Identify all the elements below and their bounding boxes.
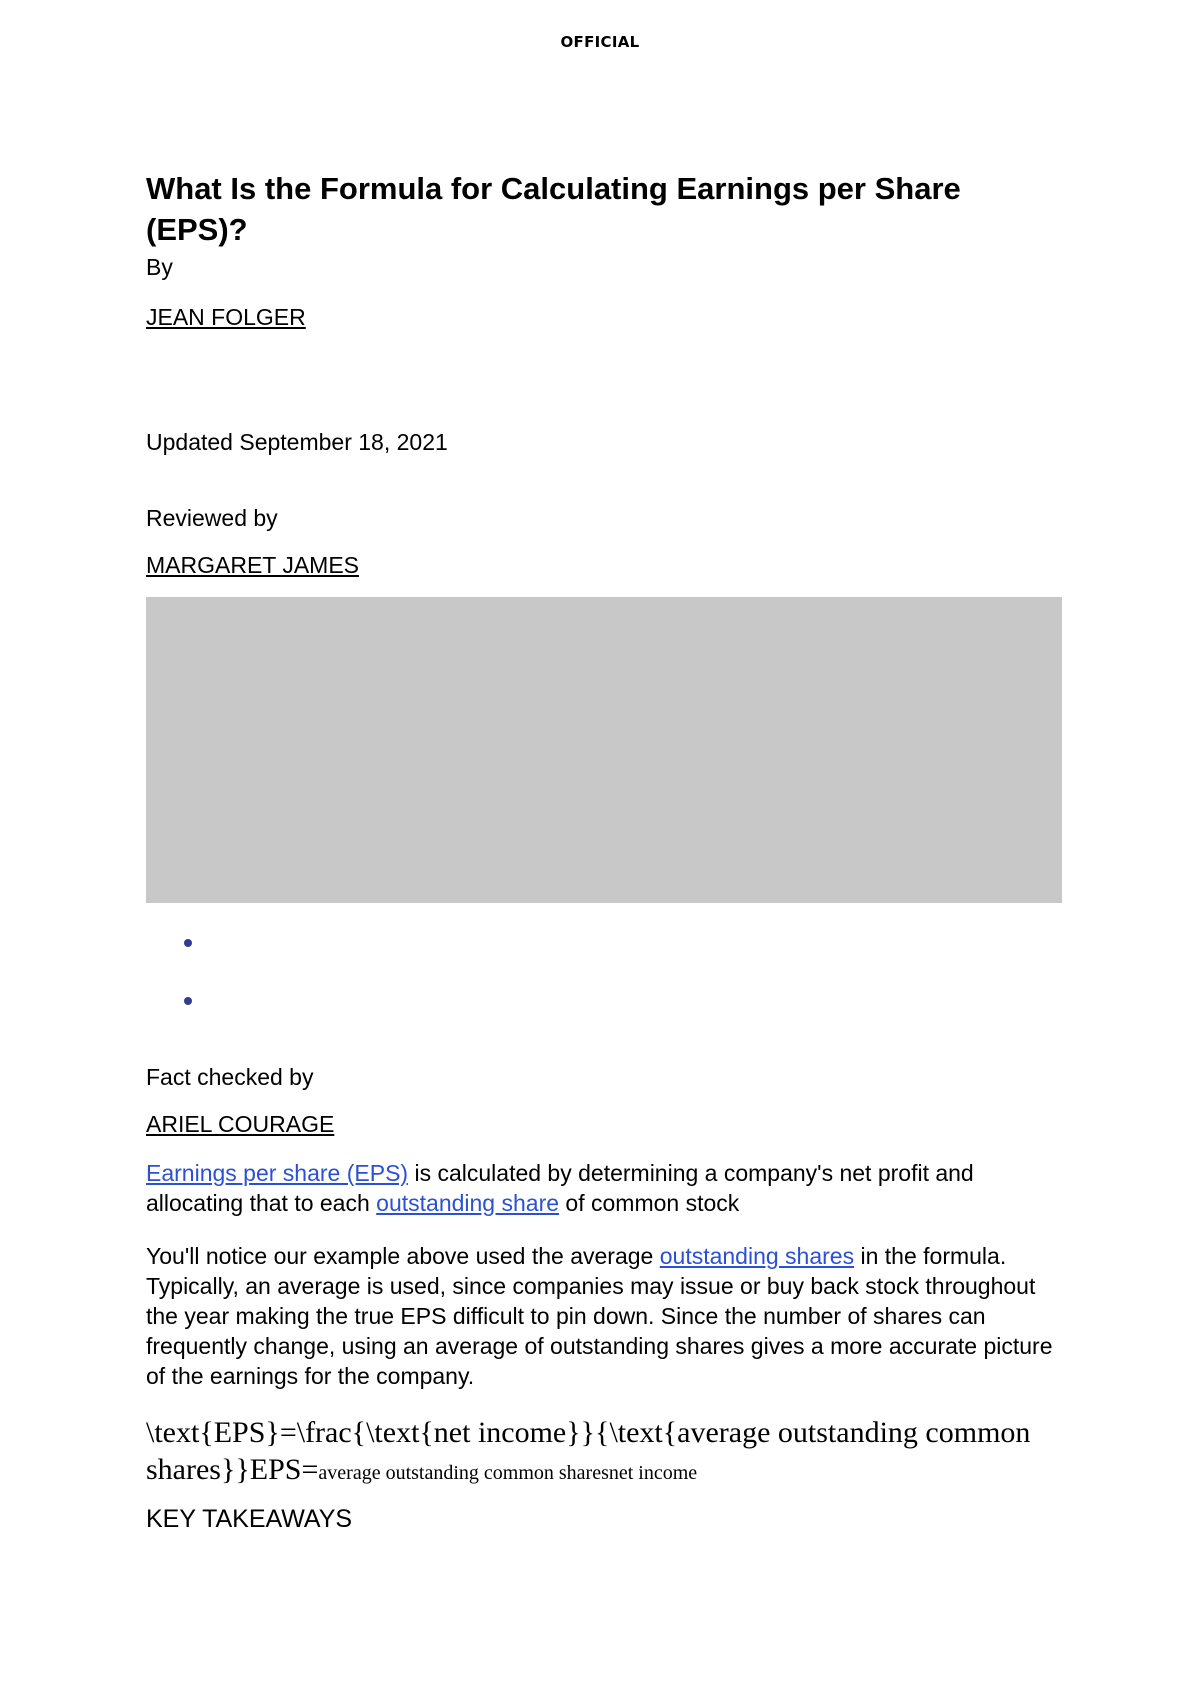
paragraph-text: in the formula. Typically, an average is used, since companies may issue or buy back stock throughout the year making the true EPS difficult to pin down. Since the number of shares can frequently change, using an average of outstanding shares gives a more accurate picture of the earnings for the company. — [146, 1243, 1053, 1389]
bullet-icon — [184, 939, 192, 947]
eps-link[interactable]: Earnings per share (EPS) — [146, 1160, 409, 1186]
paragraph-text: of common stock — [559, 1190, 740, 1216]
article-image — [146, 597, 1062, 903]
list-item — [184, 939, 1062, 997]
outstanding-shares-link[interactable]: outstanding shares — [659, 1243, 855, 1269]
formula-latex: \text{EPS}=\frac{\text{net income}}{\text{average outstanding common shares}} — [146, 1416, 1031, 1486]
bullet-icon — [184, 997, 192, 1005]
classification-label: OFFICIAL — [560, 33, 640, 51]
paragraph-text: is calculated by determining a company's net profit and allocating that to each — [146, 1160, 974, 1216]
reviewer-line — [146, 551, 1062, 579]
paragraph-text: You'll notice our example above used the average — [146, 1243, 660, 1269]
list-item — [184, 997, 1062, 1055]
updated-date: Updated September 18, 2021 — [146, 429, 448, 455]
reviewed-by-label: Reviewed by — [146, 505, 278, 531]
formula-lhs: EPS= — [249, 1453, 319, 1486]
author-link[interactable]: JEAN FOLGER — [146, 304, 306, 330]
page-title: What Is the Formula for Calculating Earnings per Share (EPS)? — [146, 171, 961, 247]
reviewer-link[interactable]: MARGARET JAMES — [146, 552, 359, 578]
key-takeaways-heading: KEY TAKEAWAYS — [146, 1505, 353, 1533]
eps-formula — [146, 1414, 1062, 1492]
author-line — [146, 303, 1062, 331]
outstanding-share-link[interactable]: outstanding share — [376, 1190, 560, 1216]
fact-checker-line — [146, 1110, 1062, 1138]
formula-rhs: average outstanding common sharesnet income — [318, 1462, 698, 1484]
fact-checked-label: Fact checked by — [146, 1064, 314, 1090]
paragraph-average-shares — [146, 1241, 1062, 1391]
fact-checker-link[interactable]: ARIEL COURAGE — [146, 1111, 335, 1137]
byline-label: By — [146, 254, 173, 280]
article — [146, 168, 1062, 1534]
paragraph-eps-definition — [146, 1158, 1062, 1218]
bullet-list — [146, 939, 1062, 1055]
